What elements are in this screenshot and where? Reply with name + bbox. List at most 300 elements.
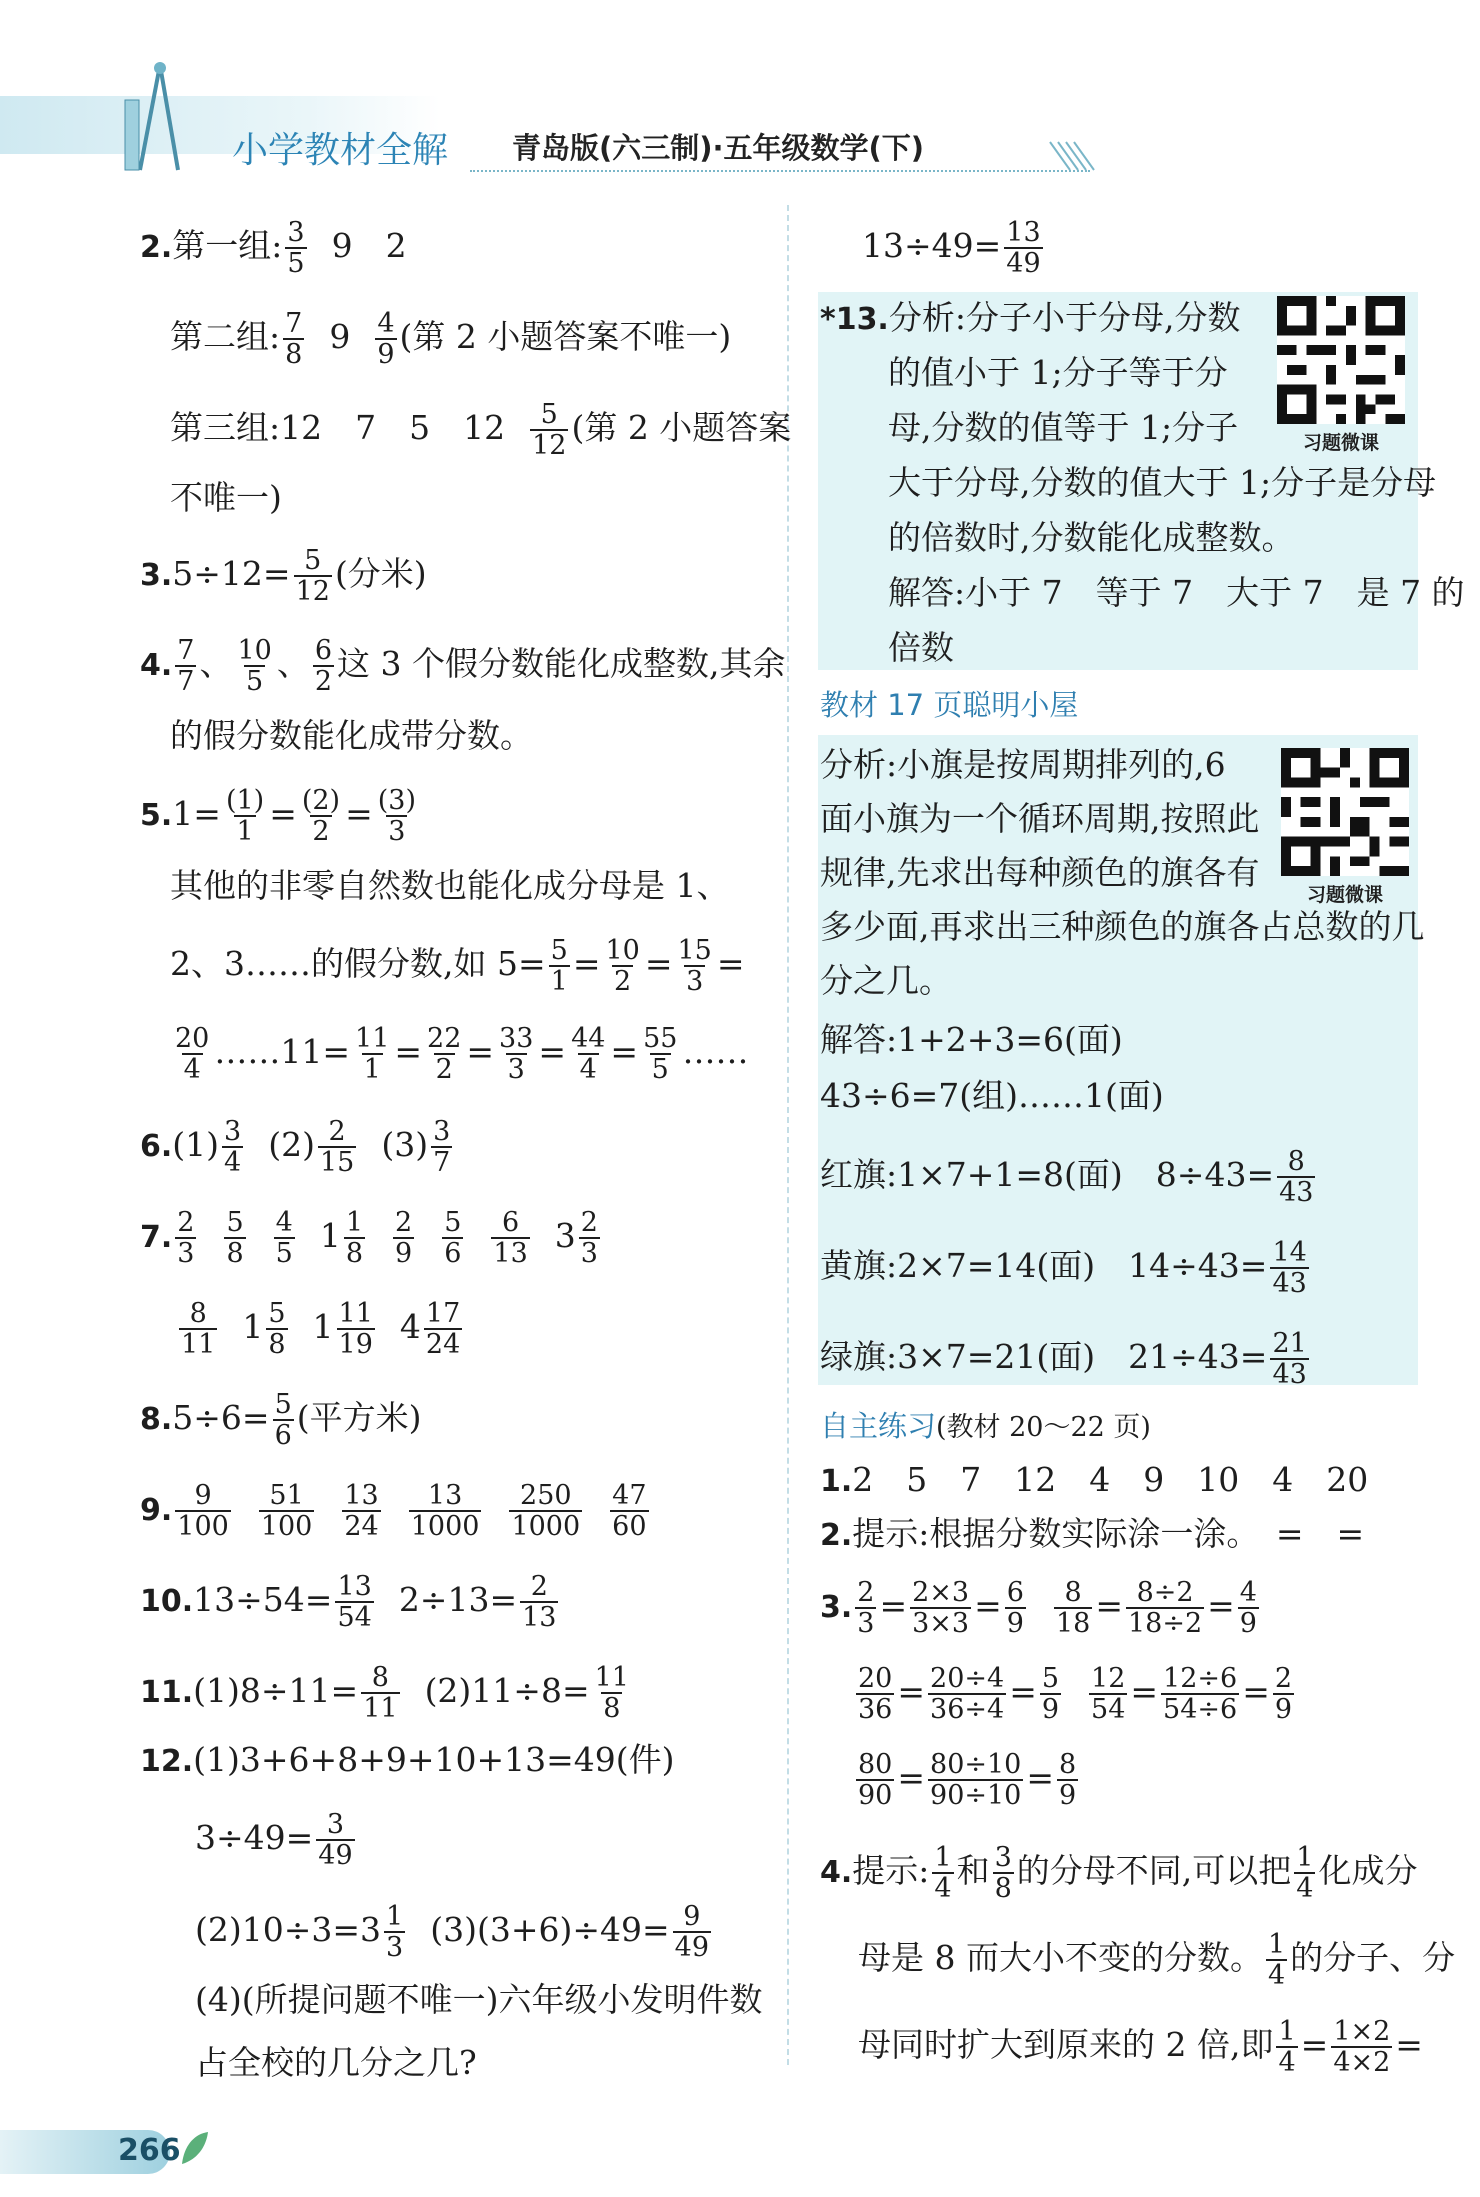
fraction [497,1024,535,1084]
text: ……11= [214,1032,351,1071]
fraction-numerator: 2 [857,1577,875,1608]
fraction [337,1299,375,1359]
fraction-numerator: 5 [274,1389,292,1420]
fraction [442,1208,463,1268]
text: 、 [276,644,310,683]
text: = [879,1586,908,1625]
fraction-denominator: 3 [177,1238,195,1269]
fraction [179,1299,217,1359]
fraction-denominator: 60 [612,1511,647,1542]
fraction-numerator: 10 [237,635,272,666]
text: = [1242,1672,1270,1711]
text: = [1026,1758,1055,1797]
text: = [897,1758,926,1797]
text: 、 [199,644,233,683]
q12-continued [862,218,1046,278]
q10 [140,1572,561,1632]
text: 的倍数时,分数能化成整数。 [888,518,1295,557]
fraction-denominator: 43 [1272,1359,1307,1390]
text: 自主练习 [820,1409,937,1443]
fraction-denominator: 4 [224,1147,242,1178]
fraction-numerator: 1×2 [1333,2016,1391,2047]
text: 的假分数能化成带分数。 [170,716,533,755]
fraction-numerator: 1 [1267,1929,1286,1960]
fraction [1276,2017,1297,2077]
fraction-denominator: 6 [274,1420,292,1451]
fraction-numerator: 12 [1091,1663,1126,1694]
text: (2)10÷3=3 [195,1910,382,1949]
p2 [820,1511,1364,1559]
question-number: 8. [140,1402,173,1437]
s1-yellow-flag [820,1238,1312,1298]
s1-line7 [820,1073,1164,1119]
fraction [603,936,641,996]
fraction-numerator: 2 [177,1207,195,1238]
fraction [1273,1664,1294,1724]
fraction-numerator: 4 [275,1207,293,1238]
fraction-numerator: 6 [314,635,333,666]
question-number: 4. [820,1855,853,1890]
q11 [140,1663,634,1723]
fraction-denominator: 36 [858,1694,893,1725]
fraction-denominator: 3 [686,966,704,997]
text: = [466,1032,495,1071]
fraction [313,636,334,696]
fraction-numerator: 8 [1064,1577,1082,1608]
fraction [283,309,304,369]
fraction-denominator: 90÷10 [930,1780,1022,1811]
fraction-denominator: 1000 [511,1511,581,1542]
fraction-denominator: 15 [319,1147,355,1178]
fraction [579,1208,600,1268]
fraction [424,1299,462,1359]
fraction [316,1810,354,1870]
text: (第 2 小题答案 [571,408,792,447]
text: 43÷6=7(组)……1(面) [820,1076,1164,1115]
fraction-numerator: 21 [1272,1328,1307,1359]
fraction-denominator: 49 [674,1932,710,1963]
fraction-numerator: 15 [677,935,712,966]
fraction-numerator: 20÷4 [930,1663,1005,1694]
fraction [610,1481,648,1541]
fraction [384,1902,405,1962]
fraction-denominator: 100 [260,1511,313,1542]
question-number: 3. [140,558,173,593]
s1-line3 [820,850,1260,896]
q12-row5 [195,2040,477,2086]
fraction [1238,1578,1259,1638]
fraction [173,1024,211,1084]
fraction [1004,218,1042,278]
fraction [259,1481,315,1541]
fraction-denominator: 3 [386,1932,404,1963]
text: = [1130,1672,1159,1711]
compass-ruler-logo [120,60,210,180]
fraction-numerator: 13 [1006,217,1041,248]
fraction-denominator: 1000 [410,1511,480,1542]
fraction-denominator: 9 [1239,1608,1257,1639]
fraction-numerator: 10 [605,935,640,966]
fraction-denominator: 3×3 [912,1608,970,1639]
fraction [285,218,306,278]
section-title-practice [820,1404,1151,1450]
s1-line1 [820,742,1226,788]
text: 红旗:1×7+1=8(面) 8÷43= [820,1155,1275,1194]
fraction-numerator: 3 [287,217,305,248]
fraction [376,786,418,846]
text: 绿旗:3×7=21(面) 21÷43= [820,1337,1268,1376]
text: = [974,1586,1002,1625]
fraction-denominator: 49 [318,1840,353,1871]
fraction-denominator: 1 [363,1054,381,1085]
text: (3) [381,1125,429,1164]
fraction [855,1578,876,1638]
fraction-denominator: 13 [522,1602,557,1633]
fraction-numerator: 4 [1239,1577,1257,1608]
fraction [1040,1664,1061,1724]
fraction-denominator: 3 [580,1238,598,1269]
q12-row3 [195,1902,714,1962]
fraction-numerator: 14 [1272,1237,1307,1268]
fraction-denominator: 49 [1006,248,1041,279]
fraction-denominator: 9 [1059,1780,1077,1811]
fraction-numerator: 22 [427,1023,462,1054]
fraction [294,546,332,606]
text: 9 [329,317,351,356]
fraction-denominator: 9 [1006,1608,1024,1639]
qr-code-2[interactable] [1280,748,1410,907]
p4-row2 [858,1930,1455,1990]
text: 提示: [852,1851,930,1890]
q13-line7 [888,625,954,671]
text: = [394,1032,423,1071]
fraction-denominator: 5 [246,666,264,697]
fraction-numerator: 51 [269,1480,304,1511]
q3 [140,546,427,606]
text: = [269,794,297,833]
question-number: 10. [140,1584,194,1619]
text: = [716,944,745,983]
text: (分米) [334,554,427,593]
fraction-numerator: 2 [395,1207,413,1238]
fraction-denominator: 8 [268,1329,286,1360]
fraction-denominator: 43 [1279,1177,1314,1208]
fraction [318,1117,356,1177]
fraction-denominator: 8 [285,339,303,370]
fraction-denominator: 90 [858,1780,893,1811]
fraction [1126,1578,1204,1638]
fraction-denominator: 1 [550,966,568,997]
text: 面小旗为一个循环周期,按照此 [820,799,1260,838]
fraction [1270,1329,1308,1389]
s1-green-flag [820,1329,1312,1389]
q2-row3 [170,400,791,460]
fraction-denominator: 9 [1274,1694,1293,1725]
fraction-denominator: 11 [363,1693,398,1724]
fraction-numerator: 1 [1296,1842,1314,1873]
question-number: 4. [140,648,173,683]
header-slash-marks [1048,140,1098,172]
q5-row3 [170,936,745,996]
fraction [509,1481,582,1541]
fraction-denominator: 8 [226,1238,244,1269]
fraction-denominator: 8 [345,1238,364,1269]
fraction-numerator: 13 [344,1480,379,1511]
fraction-numerator: 2 [580,1207,598,1238]
text: = [1395,2025,1423,2064]
text: = [538,1032,567,1071]
fraction-denominator: 5 [287,248,305,279]
qr-code-icon [1280,748,1410,876]
fraction-numerator: (1) [225,785,265,816]
fraction-numerator: 80÷10 [930,1749,1022,1780]
q6 [140,1117,455,1177]
fraction-denominator: 7 [433,1147,451,1178]
p3-row1 [820,1578,1262,1638]
question-number: 11. [140,1675,194,1710]
fraction-denominator: 3 [388,816,406,847]
text: = [572,944,601,983]
q9 [140,1481,652,1541]
question-number: 5. [140,798,173,833]
fraction [431,1117,452,1177]
text: = [345,794,373,833]
text: = [1300,2025,1329,2064]
fraction-denominator: 4×2 [1333,2047,1391,2078]
fraction [530,400,568,460]
text: 5÷6= [172,1398,270,1437]
question-number: 9. [140,1493,173,1528]
fraction-denominator: 12 [295,576,330,607]
s1-line5 [820,958,952,1004]
fraction-numerator: 5 [226,1207,244,1238]
fraction-numerator: 3 [326,1809,345,1840]
q13-line6 [888,570,1465,616]
fraction-numerator: 12÷6 [1163,1663,1238,1694]
text: 5÷12= [172,554,291,593]
fraction [675,936,713,996]
q4-row1 [140,636,785,696]
fraction-numerator: 5 [268,1298,286,1329]
fraction-numerator: 11 [355,1023,390,1054]
s1-line4 [820,904,1425,950]
text: 母是 8 而大小不变的分数。 [858,1938,1263,1977]
header-dotted-line [470,170,1090,172]
fraction [224,786,266,846]
fraction-denominator: 5 [275,1238,293,1269]
fraction-numerator: 5 [550,935,568,966]
text: = [897,1672,926,1711]
text: 13÷54= [193,1580,333,1619]
fraction-denominator: 2 [435,1054,453,1085]
text: 3 [554,1216,576,1255]
text: 的分母不同,可以把 [1016,1851,1292,1890]
text: 解答:小于 7 等于 7 大于 7 是 7 的 [888,573,1465,612]
fraction-denominator: 13 [493,1238,528,1269]
fraction-numerator: 250 [520,1480,572,1511]
fraction [1089,1664,1127,1724]
question-number: 2. [140,230,173,265]
fraction-numerator: 7 [177,635,195,666]
fraction-numerator: 11 [338,1298,373,1329]
fraction-denominator: 18÷2 [1127,1608,1203,1639]
text: 倍数 [888,628,954,667]
text: 这 3 个假分数能化成整数,其余 [337,644,786,683]
fraction-numerator: 13 [337,1571,372,1602]
column-divider [787,205,789,2065]
edition-title: 青岛版(六三制)·五年级数学(下) [512,131,925,165]
text: 母,分数的值等于 1;分子 [888,408,1239,447]
qr-code-1[interactable] [1276,296,1406,455]
question-number: 2. [820,1518,853,1553]
fraction-denominator: 4 [934,1873,952,1904]
fraction-denominator: 9 [1041,1694,1060,1725]
text: 其他的非零自然数也能化成分母是 1、 [170,866,730,905]
fraction-denominator: 12 [532,430,567,461]
fraction [300,786,342,846]
text: (1)3+6+8+9+10+13=49(件) [193,1740,675,1779]
p3-row3 [853,1750,1081,1810]
p4-row3 [858,2017,1423,2077]
fraction [1277,1147,1315,1207]
q4-row2 [170,713,533,759]
question-number: 6. [140,1129,173,1164]
fraction [928,1750,1023,1810]
fraction [175,1481,231,1541]
qr-code-icon [1276,296,1406,424]
text: (2)11÷8= [424,1671,590,1710]
s1-red-flag [820,1147,1318,1207]
text: 母同时扩大到原来的 2 倍,即 [858,2025,1274,2064]
text: 解答:1+2+3=6(面) [820,1020,1123,1059]
text: 2÷13= [398,1580,518,1619]
question-number: 1. [820,1464,853,1499]
fraction-numerator: 5 [444,1207,462,1238]
fraction [175,636,196,696]
fraction-numerator: 5 [304,545,322,576]
q2-row4 [170,475,282,521]
text: 大于分母,分数的值大于 1;分子是分母 [888,463,1437,502]
text: 多少面,再求出三种颜色的旗各占总数的几 [820,907,1425,946]
q7-row2 [176,1299,465,1359]
fraction-numerator: 1 [386,1901,404,1932]
fraction [375,309,396,369]
fraction [224,1208,245,1268]
fraction-numerator: 5 [1041,1663,1060,1694]
fraction [593,1663,631,1723]
fraction-numerator: 3 [224,1116,242,1147]
q5-row2 [170,863,730,909]
fraction-numerator: 7 [285,308,303,339]
leaf-icon [178,2128,212,2168]
fraction [641,1024,679,1084]
fraction [491,1208,529,1268]
text: = [1207,1586,1235,1625]
text: 的分子、分 [1290,1938,1456,1977]
fraction-numerator: 5 [540,399,558,430]
fraction-numerator: 6 [1006,1577,1024,1608]
p4-row1 [820,1843,1417,1903]
fraction [993,1843,1014,1903]
fraction-numerator: 1 [345,1207,364,1238]
fraction-numerator: 2 [530,1571,548,1602]
p1 [820,1457,1368,1505]
text: = [1095,1586,1123,1625]
q12-row2 [195,1810,358,1870]
fraction [393,1208,414,1268]
text: = [610,1032,639,1071]
text: 占全校的几分之几? [195,2043,477,2082]
fraction-denominator: 4 [1267,1960,1286,1991]
q7-row1 [140,1208,603,1268]
fraction-numerator: 9 [683,1901,701,1932]
fraction-numerator: 44 [571,1023,606,1054]
text: (4)(所提问题不唯一)六年级小发明件数 [195,1980,763,2019]
fraction-denominator: 6 [444,1238,462,1269]
fraction [1005,1578,1026,1638]
text: 第三组:12 7 5 12 [170,408,506,447]
fraction-denominator: 9 [395,1238,413,1269]
q13-line5 [888,515,1295,561]
fraction-numerator: 11 [594,1662,629,1693]
question-number: *13. [820,302,889,337]
fraction-denominator: 1 [236,816,254,847]
book-title: 小学教材全解 [232,130,449,171]
text: 提示:根据分数实际涂一涂。 = = [852,1514,1365,1553]
fraction-denominator: 24 [425,1329,461,1360]
q8 [140,1390,422,1450]
fraction-numerator: 20 [858,1663,893,1694]
text: 2 5 7 12 4 9 10 4 20 [852,1460,1369,1499]
q13-line2 [888,350,1228,396]
fraction-numerator: 3 [994,1842,1012,1873]
fraction-denominator: 2 [314,666,333,697]
text: 1 [242,1307,264,1346]
fraction-numerator: 47 [612,1480,647,1511]
fraction [1057,1750,1078,1810]
fraction-denominator: 18 [1055,1608,1091,1639]
fraction-denominator: 2 [312,816,330,847]
fraction [425,1024,463,1084]
text: (3)(3+6)÷49= [430,1910,670,1949]
fraction-denominator: 3 [507,1054,525,1085]
text: 9 2 [331,226,407,265]
fraction-numerator: 6 [501,1207,520,1238]
fraction-denominator: 3 [857,1608,875,1639]
text: = [1009,1672,1037,1711]
fraction-denominator: 54 [337,1602,372,1633]
fraction-denominator: 100 [177,1511,229,1542]
fraction-numerator: 8÷2 [1136,1577,1194,1608]
fraction [932,1843,953,1903]
fraction [342,1481,380,1541]
fraction-denominator: 36÷4 [930,1694,1005,1725]
fraction-numerator: 2×3 [912,1577,970,1608]
fraction-numerator: 80 [858,1749,893,1780]
text: 4 [399,1307,421,1346]
q2-row1 [140,218,407,278]
fraction-numerator: 3 [433,1116,451,1147]
text: (2) [268,1125,315,1164]
text: 化成分 [1318,1851,1418,1890]
fraction-denominator: 9 [377,339,395,370]
text: (平方米) [296,1398,422,1437]
fraction [409,1481,482,1541]
fraction [175,1208,196,1268]
q13-line4 [888,460,1436,506]
q13-line3 [888,405,1238,451]
fraction-denominator: 7 [177,666,195,697]
